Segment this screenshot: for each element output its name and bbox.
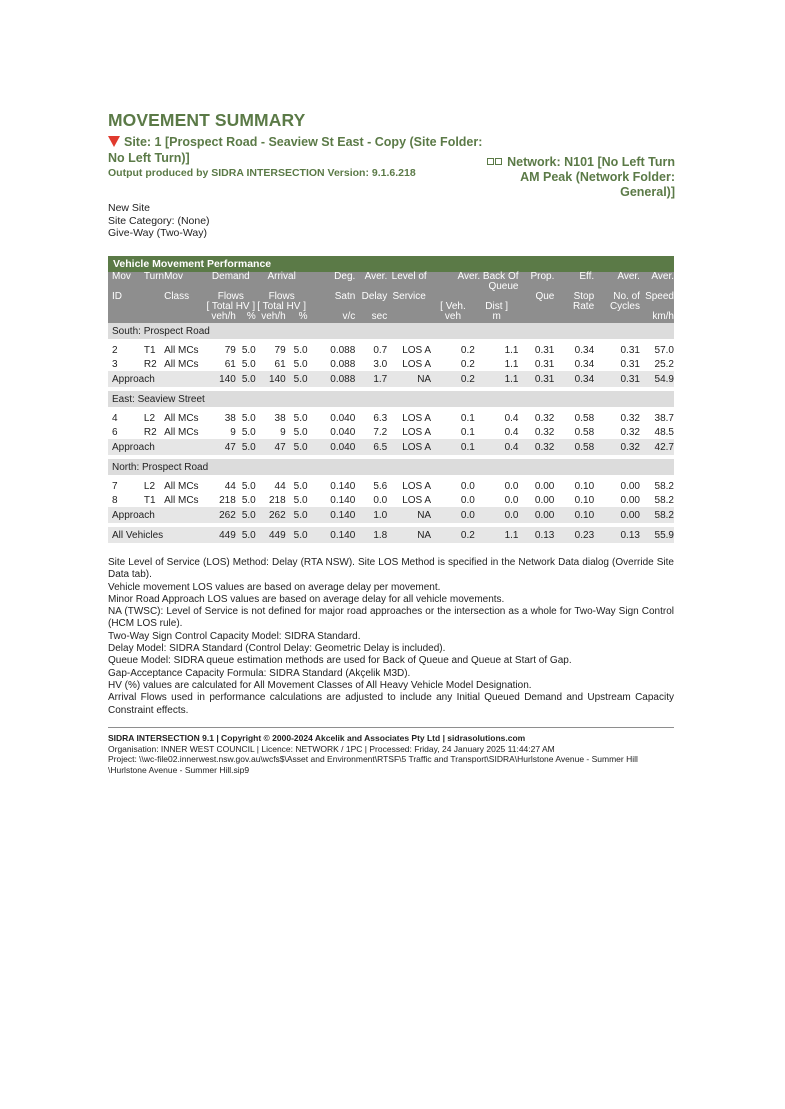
header-delay-2: Delay <box>355 292 387 302</box>
cell: 1.1 <box>475 371 519 387</box>
cell: 0.32 <box>594 439 640 455</box>
network-icon <box>486 154 502 169</box>
cell: 79 <box>274 344 286 356</box>
unit-cell: veh/h <box>206 312 236 323</box>
header-row <box>108 302 674 312</box>
table-row <box>108 343 674 357</box>
meta-line: New Site <box>108 202 151 214</box>
cell: L2 <box>143 480 156 492</box>
header-delay: Aver. <box>355 272 387 292</box>
header-veh: [ Veh. <box>431 302 475 312</box>
header-los: Level of <box>387 272 431 292</box>
note: Arrival Flows used in performance calculations are adjusted to include any Initial Queued Demand and Upstream Capacity Constraint effects. <box>108 692 674 716</box>
cell: 0.10 <box>554 507 594 523</box>
cell: 61 <box>224 358 236 370</box>
cell: All MCs <box>164 494 199 506</box>
cell: 0.00 <box>620 480 640 492</box>
unit-cell: m <box>475 312 519 323</box>
header-total-hv: [ Total HV ] <box>206 301 256 312</box>
cell: 0.31 <box>620 344 640 356</box>
cell: Approach <box>108 371 206 387</box>
cell: 9 <box>280 426 286 438</box>
header-speed: Aver. <box>640 272 674 292</box>
cell: T1 <box>143 494 156 506</box>
site-meta <box>108 202 210 240</box>
cell: 0.140 <box>330 480 356 492</box>
cell: 5.0 <box>293 426 308 438</box>
unit-cell: veh/h <box>256 312 286 323</box>
header-back-queue: Aver. Back Of Queue <box>431 272 518 292</box>
cell: 0.1 <box>460 426 475 438</box>
cell: 449 <box>256 527 286 543</box>
cell: 5.0 <box>236 527 256 543</box>
cell: 57.0 <box>654 344 674 356</box>
cell: 44 <box>224 480 236 492</box>
cell: 0.4 <box>504 426 519 438</box>
cell: 61 <box>274 358 286 370</box>
header-noof: No. of <box>594 292 640 302</box>
cell: 48.5 <box>654 426 674 438</box>
cell: 0.58 <box>574 412 595 424</box>
cell: 0.7 <box>373 344 388 356</box>
footer-organisation: Organisation: INNER WEST COUNCIL | Licence: NETWORK / 1PC | Processed: Friday, 24 January 2025 11:44:27 AM <box>108 743 555 754</box>
note: Minor Road Approach LOS values are based on average delay for all vehicle movements. <box>108 593 505 605</box>
section-heading: North: Prospect Road <box>108 459 674 475</box>
cell: 0.0 <box>504 480 519 492</box>
footer-project: Project: \\wc-file02.innerwest.nsw.gov.au\wcfs$\Asset and Environment\RTSF\5 Traffic and Transport\SIDRA\Hurlstone Avenue - Summer Hill \Hurlstone Avenue - Summer Hill.sip9 <box>108 754 638 775</box>
cell: 0.31 <box>519 371 555 387</box>
header-demand-2: Flows <box>206 292 256 302</box>
cell: 218 <box>268 494 286 506</box>
cell: 0.2 <box>431 527 475 543</box>
unit-cell: % <box>286 312 308 323</box>
cell: 0.140 <box>308 507 356 523</box>
cell: 2 <box>112 344 118 356</box>
cell: 0.040 <box>330 426 356 438</box>
header-service: Service <box>387 292 431 302</box>
cell: 0.32 <box>534 412 555 424</box>
note: Vehicle movement LOS values are based on average delay per movement. <box>108 581 441 593</box>
cell: Approach <box>108 507 206 523</box>
cell: All MCs <box>164 480 199 492</box>
cell: 5.0 <box>293 494 308 506</box>
cell: 5.0 <box>293 344 308 356</box>
cell: L2 <box>143 412 156 424</box>
cell: 38.7 <box>654 412 674 424</box>
note: Delay Model: SIDRA Standard (Control Delay: Geometric Delay is included). <box>108 643 446 655</box>
cell: LOS A <box>402 480 432 492</box>
header-total-hv: [ Total HV ] <box>257 301 307 312</box>
network-title <box>475 154 675 200</box>
header-id: ID <box>108 292 140 302</box>
cell: 0.31 <box>594 371 640 387</box>
footer-copyright: SIDRA INTERSECTION 9.1 | Copyright © 2000-2024 Akcelik and Associates Pty Ltd | sidrasolutions.com <box>108 733 526 743</box>
cell: 5.0 <box>293 358 308 370</box>
cell: 1.0 <box>355 507 387 523</box>
cell: 6.3 <box>373 412 388 424</box>
unit-cell: veh <box>431 312 475 323</box>
header-mov: Mov <box>108 272 140 292</box>
network-label: Network: N101 [No Left Turn AM Peak (Network Folder: General)] <box>507 155 675 199</box>
header-arrival: Arrival <box>256 272 308 292</box>
cell: 0.58 <box>554 439 594 455</box>
cell: 0.0 <box>475 507 519 523</box>
give-way-triangle-icon <box>108 136 120 147</box>
header-dist: Dist ] <box>475 302 519 312</box>
cell: 5.0 <box>241 426 256 438</box>
cell: 0.32 <box>620 412 640 424</box>
cell: 0.0 <box>460 494 475 506</box>
cell: 5.0 <box>293 480 308 492</box>
cell: 7.2 <box>373 426 388 438</box>
cell: 0.040 <box>330 412 356 424</box>
cell: 0.140 <box>308 527 356 543</box>
cell: LOS A <box>402 426 432 438</box>
cell: 0.32 <box>620 426 640 438</box>
cell: All MCs <box>164 358 199 370</box>
cell: 0.32 <box>534 426 555 438</box>
cell: NA <box>387 527 431 543</box>
cell: 6.5 <box>355 439 387 455</box>
header-stop: Stop <box>554 292 594 302</box>
header-turn: Turn <box>140 272 164 292</box>
cell: 0.1 <box>431 439 475 455</box>
page-title: MOVEMENT SUMMARY <box>108 110 306 130</box>
cell: 5.0 <box>241 480 256 492</box>
cell: 0.00 <box>534 480 555 492</box>
cell: 0.0 <box>504 494 519 506</box>
cell: 0.23 <box>554 527 594 543</box>
cell: 5.0 <box>241 494 256 506</box>
cell: 0.10 <box>574 494 595 506</box>
site-title <box>108 134 488 166</box>
cell: 0.32 <box>519 439 555 455</box>
cell: 218 <box>219 494 236 506</box>
cell: 9 <box>230 426 236 438</box>
cell: 0.10 <box>574 480 595 492</box>
header-demand: Demand <box>206 272 256 292</box>
cell: 38 <box>274 412 286 424</box>
cell: NA <box>387 507 431 523</box>
cell: 1.1 <box>504 344 519 356</box>
header-rate: Rate <box>554 302 594 312</box>
unit-cell: % <box>236 312 256 323</box>
header-speed-2: Speed <box>640 292 674 302</box>
header-que: Que <box>519 292 555 302</box>
cell: 0.088 <box>308 371 356 387</box>
note: Queue Model: SIDRA queue estimation methods are used for Back of Queue and Queue at Start of Gap. <box>108 655 572 667</box>
cell: R2 <box>143 426 157 438</box>
section-heading: East: Seaview Street <box>108 391 674 407</box>
cell: 0.00 <box>594 507 640 523</box>
note: HV (%) values are calculated for All Movement Classes of All Heavy Vehicle Model Designation. <box>108 679 532 691</box>
header-arrival-2: Flows <box>256 292 308 302</box>
cell: LOS A <box>402 344 432 356</box>
header-eff: Eff. <box>554 272 594 292</box>
approach-row <box>108 507 674 523</box>
cell: 42.7 <box>640 439 674 455</box>
cell: 449 <box>206 527 236 543</box>
cell: 5.0 <box>286 371 308 387</box>
cell: 0.34 <box>574 344 595 356</box>
cell: 0.2 <box>431 371 475 387</box>
notes-section <box>108 557 674 717</box>
cell: 0.31 <box>534 358 555 370</box>
cell: 5.6 <box>373 480 388 492</box>
header-cycles-2: Cycles <box>594 302 640 312</box>
cell: LOS A <box>387 439 431 455</box>
cell: All MCs <box>164 412 199 424</box>
cell: 8 <box>112 494 118 506</box>
site-label: Site: 1 [Prospect Road - Seaview St East - Copy (Site Folder: No Left Turn)] <box>108 135 483 165</box>
cell: 0.040 <box>308 439 356 455</box>
cell: 3 <box>112 358 118 370</box>
cell: 0.31 <box>620 358 640 370</box>
header-cycles: Aver. <box>594 272 640 292</box>
cell: 0.0 <box>373 494 388 506</box>
cell: 0.31 <box>534 344 555 356</box>
table-caption: Vehicle Movement Performance <box>108 256 674 272</box>
table-row <box>108 357 674 371</box>
cell: 79 <box>224 344 236 356</box>
cell: 5.0 <box>286 439 308 455</box>
unit-cell: v/c <box>308 312 356 323</box>
cell: 1.1 <box>504 358 519 370</box>
cell: 0.00 <box>620 494 640 506</box>
cell: 0.34 <box>554 371 594 387</box>
table-row <box>108 411 674 425</box>
cell: 5.0 <box>241 358 256 370</box>
meta-line: Give-Way (Two-Way) <box>108 227 207 239</box>
cell: 0.58 <box>574 426 595 438</box>
cell: 0.088 <box>330 358 356 370</box>
cell: 0.0 <box>460 480 475 492</box>
header-satn: Satn <box>308 292 356 302</box>
cell: 0.0 <box>431 507 475 523</box>
header-prop: Prop. <box>519 272 555 292</box>
all-vehicles-row <box>108 527 674 543</box>
units-row <box>108 312 674 323</box>
header-row <box>108 272 674 292</box>
cell: 0.2 <box>460 344 475 356</box>
cell: 7 <box>112 480 118 492</box>
table-row <box>108 493 674 507</box>
header-deg: Deg. <box>308 272 356 292</box>
cell: 5.0 <box>293 412 308 424</box>
cell: 55.9 <box>640 527 674 543</box>
cell: 58.2 <box>654 480 674 492</box>
note: NA (TWSC): Level of Service is not defined for major road approaches or the intersection as a whole for Two-Way Sign Control (HCM LOS rule). <box>108 606 674 630</box>
cell: 0.140 <box>330 494 356 506</box>
cell: All Vehicles <box>108 527 206 543</box>
cell: 0.088 <box>330 344 356 356</box>
cell: 54.9 <box>640 371 674 387</box>
cell: T1 <box>143 344 156 356</box>
cell: 6 <box>112 426 118 438</box>
cell: 5.0 <box>241 344 256 356</box>
cell: LOS A <box>402 494 432 506</box>
table-row <box>108 425 674 439</box>
cell: 4 <box>112 412 118 424</box>
cell: 5.0 <box>236 507 256 523</box>
cell: 5.0 <box>241 412 256 424</box>
unit-cell: sec <box>355 312 387 323</box>
cell: 0.4 <box>475 439 519 455</box>
meta-line: Site Category: (None) <box>108 214 210 227</box>
cell: 5.0 <box>236 439 256 455</box>
cell: All MCs <box>164 344 199 356</box>
cell: 0.00 <box>534 494 555 506</box>
cell: 5.0 <box>286 507 308 523</box>
cell: NA <box>387 371 431 387</box>
cell: 58.2 <box>640 507 674 523</box>
header-class: Mov <box>164 272 206 292</box>
cell: 47 <box>256 439 286 455</box>
cell: 47 <box>206 439 236 455</box>
header-class-2: Class <box>164 292 206 302</box>
approach-row <box>108 371 674 387</box>
note: Two-Way Sign Control Capacity Model: SIDRA Standard. <box>108 630 361 642</box>
cell: 5.0 <box>286 527 308 543</box>
approach-row <box>108 439 674 455</box>
cell: 0.13 <box>594 527 640 543</box>
unit-cell: km/h <box>640 312 674 323</box>
cell: 58.2 <box>654 494 674 506</box>
cell: LOS A <box>402 358 432 370</box>
cell: 0.1 <box>460 412 475 424</box>
note: Gap-Acceptance Capacity Formula: SIDRA Standard (Akçelik M3D). <box>108 667 411 679</box>
cell: 5.0 <box>236 371 256 387</box>
table-row <box>108 479 674 493</box>
output-info: Output produced by SIDRA INTERSECTION Version: 9.1.6.218 <box>108 167 416 179</box>
cell: 0.34 <box>574 358 595 370</box>
cell: 0.2 <box>460 358 475 370</box>
cell: R2 <box>143 358 157 370</box>
cell: 0.13 <box>519 527 555 543</box>
cell: 38 <box>224 412 236 424</box>
cell: 44 <box>274 480 286 492</box>
cell: LOS A <box>402 412 432 424</box>
cell: 0.00 <box>519 507 555 523</box>
cell: 262 <box>256 507 286 523</box>
cell: 3.0 <box>373 358 388 370</box>
section-heading: South: Prospect Road <box>108 323 674 339</box>
movement-performance-table <box>108 256 674 543</box>
cell: 25.2 <box>654 358 674 370</box>
cell: All MCs <box>164 426 199 438</box>
cell: 140 <box>206 371 236 387</box>
cell: 1.7 <box>355 371 387 387</box>
cell: 0.4 <box>504 412 519 424</box>
cell: 140 <box>256 371 286 387</box>
cell: 262 <box>206 507 236 523</box>
cell: 1.8 <box>355 527 387 543</box>
footer <box>108 727 674 775</box>
note: Site Level of Service (LOS) Method: Delay (RTA NSW). Site LOS Method is specified in the Network Data dialog (Override Site Data tab). <box>108 557 674 581</box>
cell: Approach <box>108 439 206 455</box>
cell: 1.1 <box>475 527 519 543</box>
